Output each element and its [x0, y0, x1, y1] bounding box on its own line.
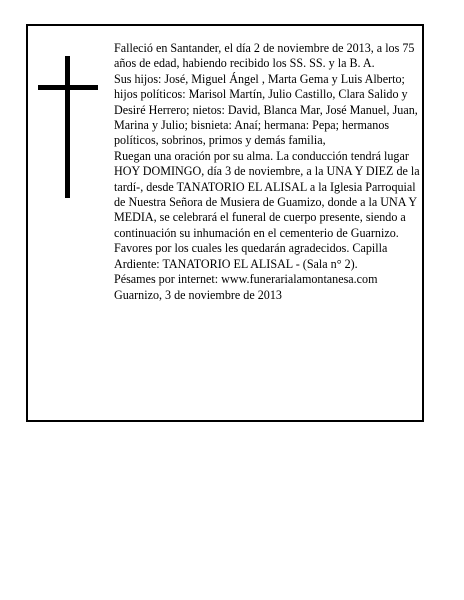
condolences-website: Pésames por internet: www.funerarialamontanesa.com — [114, 272, 378, 287]
funeral-details: Ruegan una oración por su alma. La conducción tendrá lugar HOY DOMINGO, día 3 de noviembre, a la UNA Y DIEZ de la tardí-, desde TANATORIO EL ALISAL a la Iglesia Parroquial de Nuestra Señora de Musiera de Guamizo, donde a la UNA Y MEDIA, se celebrará el funeral de cuerpo presente, siendo a continuación su inhumación en el cementerio de Guarnizo. Favores por los cuales les quedarán agradecidos. Capilla Ardiente: TANATORIO EL ALISAL - (Sala n° 2). — [114, 148, 420, 271]
death-announcement: Falleció en Santander, el día 2 de noviembre de 2013, a los 75 años de edad, habiendo recibido los SS. SS. y la B. A. — [114, 41, 415, 71]
notice-date: Guarnizo, 3 de noviembre de 2013 — [114, 287, 282, 302]
cross-icon — [38, 56, 98, 198]
notice-text — [114, 41, 422, 303]
obituary-notice — [26, 24, 424, 422]
cross-horizontal-bar — [38, 85, 98, 90]
family-list: Sus hijos: José, Miguel Ángel , Marta Gema y Luis Alberto; hijos políticos: Marisol Martín, Julio Castillo, Clara Salido y Desiré Herrero; nietos: David, Blanca Mar, José Manuel, Juan, Marina y Julio; bisnieta: Anaí; hermana: Pepa; hermanos políticos, sobrinos, primos y demás familia, — [114, 71, 418, 148]
cross-vertical-bar — [65, 56, 70, 198]
